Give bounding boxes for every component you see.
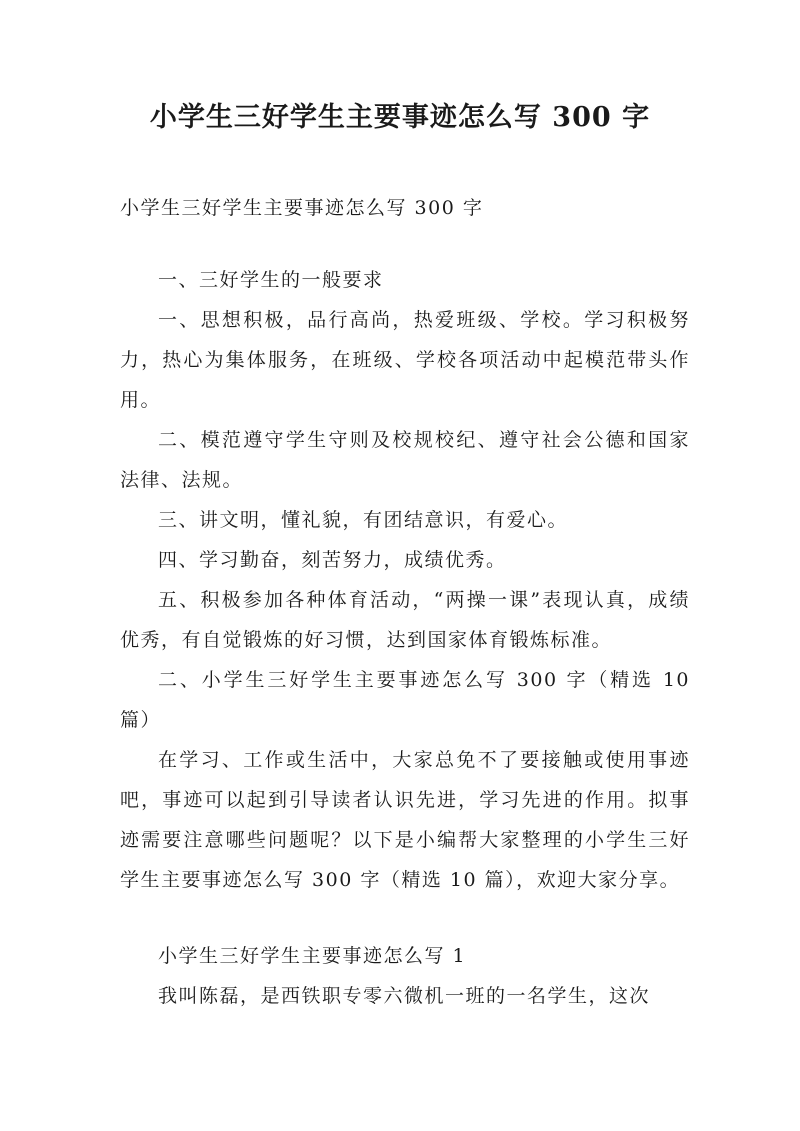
paragraph-requirement-3: 三、讲文明，懂礼貌，有团结意识，有爱心。 [158, 509, 569, 531]
paragraph-requirements-heading: 一、三好学生的一般要求 [158, 269, 384, 291]
paragraph-requirement-4: 四、学习勤奋，刻苦努力，成绩优秀。 [158, 549, 507, 571]
paragraph-requirement-2: 二、模范遵守学生守则及校规校纪、遵守社会公德和国家法律、法规。 [120, 429, 690, 491]
document-body [120, 260, 690, 900]
paragraph-requirement-5: 五、积极参加各种体育活动，“两操一课”表现认真，成绩优秀，有自觉锻炼的好习惯，达到国家体育锻炼标准。 [120, 589, 690, 651]
paragraph-section-two-heading: 二、小学生三好学生主要事迹怎么写 300 字（精选 10 篇） [120, 669, 690, 731]
document-section-1 [120, 936, 690, 1016]
document-subtitle-block [120, 188, 690, 228]
paragraph-requirement-1: 一、思想积极，品行高尚，热爱班级、学校。学习积极努力，热心为集体服务，在班级、学校各项活动中起模范带头作用。 [120, 309, 690, 411]
section-heading: 小学生三好学生主要事迹怎么写 1 [158, 945, 467, 967]
document-subtitle: 小学生三好学生主要事迹怎么写 300 字 [120, 197, 484, 219]
paragraph-intro: 在学习、工作或生活中，大家总免不了要接触或使用事迹吧，事迹可以起到引导读者认识先进，学习先进的作用。拟事迹需要注意哪些问题呢？以下是小编帮大家整理的小学生三好学生主要事迹怎么写 300 字（精选 10 篇），欢迎大家分享。 [120, 749, 690, 891]
document-title: 小学生三好学生主要事迹怎么写 300 字 [149, 102, 651, 133]
section-first-line: 我叫陈磊，是西铁职专零六微机一班的一名学生，这次 [158, 985, 651, 1007]
